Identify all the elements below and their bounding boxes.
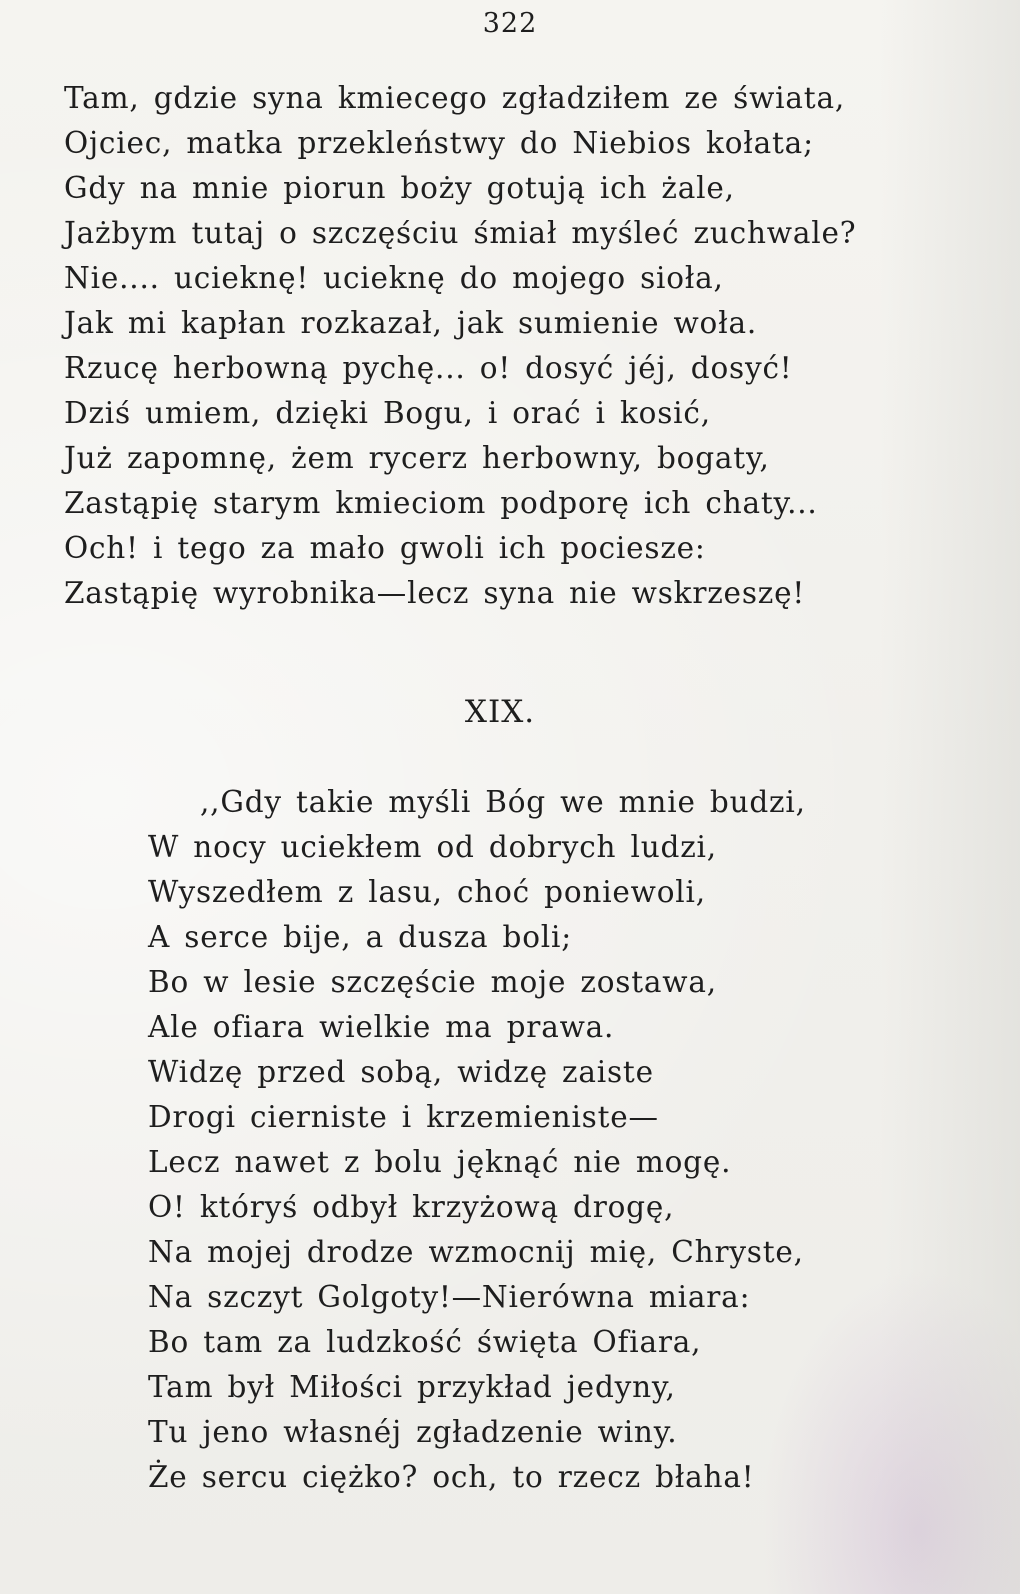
verse-line: Już zapomnę, żem rycerz herbowny, bogaty, [64, 441, 770, 475]
verse-line: Że sercu ciężko? och, to rzecz błaha! [148, 1460, 755, 1494]
verse-line: ,,Gdy takie myśli Bóg we mnie budzi, [200, 785, 806, 819]
verse-line: Lecz nawet z bolu jęknąć nie mogę. [148, 1145, 732, 1179]
verse-line: Tam był Miłości przykład jedyny, [148, 1370, 676, 1404]
verse-line: Zastąpię starym kmieciom podporę ich chaty... [64, 486, 818, 520]
verse-line: Nie.... ucieknę! ucieknę do mojego sioła, [64, 261, 724, 295]
verse-line: Ojciec, matka przekleństwy do Niebios kołata; [64, 126, 814, 160]
verse-line: Gdy na mnie piorun boży gotują ich żale, [64, 171, 735, 205]
verse-line: Zastąpię wyrobnika—lecz syna nie wskrzeszę! [64, 576, 806, 610]
verse-line: Jak mi kapłan rozkazał, jak sumienie woła. [64, 306, 758, 340]
verse-line: Na mojej drodze wzmocnij mię, Chryste, [148, 1235, 804, 1269]
section-heading: XIX. [464, 694, 536, 730]
verse-line: A serce bije, a dusza boli; [148, 920, 572, 954]
verse-line: Widzę przed sobą, widzę zaiste [148, 1055, 654, 1089]
verse-line: Tam, gdzie syna kmiecego zgładziłem ze świata, [64, 81, 846, 115]
verse-line: Tu jeno własnéj zgładzenie winy. [148, 1415, 678, 1449]
verse-line: Rzucę herbowną pychę... o! dosyć jéj, dosyć! [64, 351, 793, 385]
stanza-top [64, 76, 944, 616]
stanza-bottom [148, 780, 968, 1500]
verse-line: Na szczyt Golgoty!—Nierówna miara: [148, 1280, 751, 1314]
verse-line: Wyszedłem z lasu, choć poniewoli, [148, 875, 706, 909]
verse-line: W nocy uciekłem od dobrych ludzi, [148, 830, 717, 864]
verse-line: Jażbym tutaj o szczęściu śmiał myśleć zuchwale? [64, 216, 857, 250]
verse-line: O! któryś odbył krzyżową drogę, [148, 1190, 675, 1224]
page-number: 322 [482, 8, 538, 39]
verse-line: Bo w lesie szczęście moje zostawa, [148, 965, 717, 999]
verse-line: Bo tam za ludzkość święta Ofiara, [148, 1325, 702, 1359]
verse-line: Drogi cierniste i krzemieniste— [148, 1100, 659, 1134]
verse-line: Ale ofiara wielkie ma prawa. [148, 1010, 615, 1044]
verse-line: Och! i tego za mało gwoli ich pociesze: [64, 531, 706, 565]
verse-line: Dziś umiem, dzięki Bogu, i orać i kosić, [64, 396, 711, 430]
